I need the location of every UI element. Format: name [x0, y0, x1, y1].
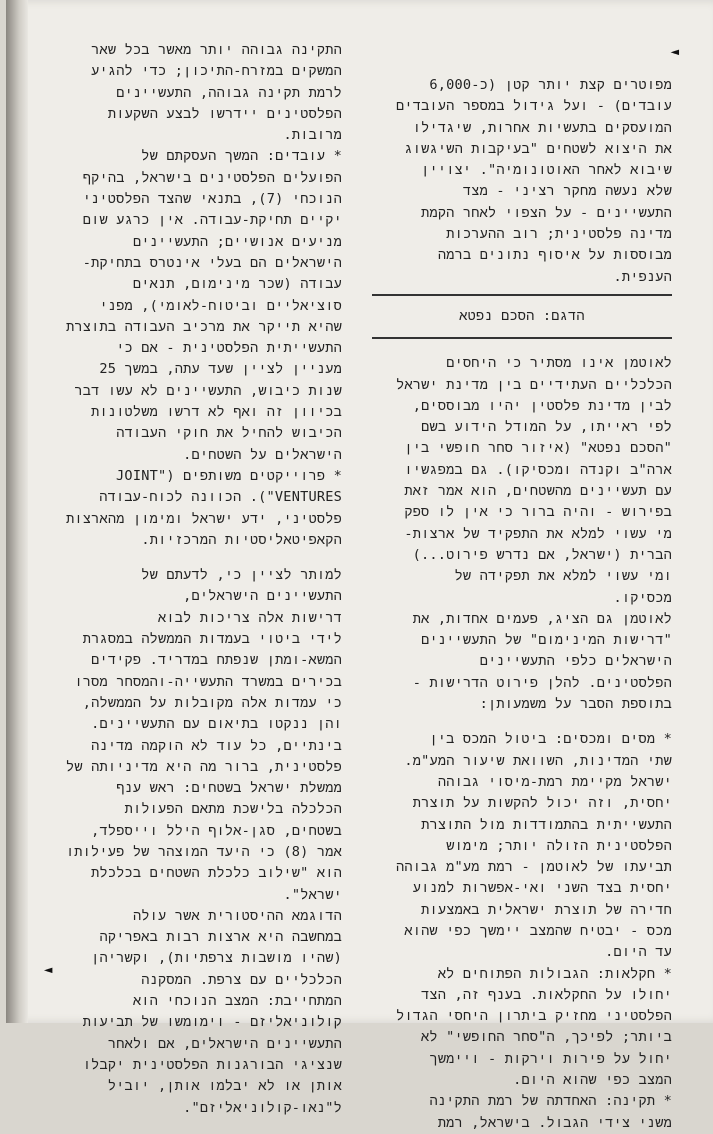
text-line: המשא-ומתן שנפתח במדריד. פקידים	[91, 652, 342, 669]
text-line: עבודה (שכר מינימום, תנאים	[132, 276, 342, 293]
text-line: הפלסטינים. להלן פירוט הדרישות -	[412, 674, 672, 691]
text-line: אותן או לא יבלמו אותן, יוביל	[107, 1078, 342, 1095]
text-line: בתוספת הסבר על משמעותן:	[479, 696, 672, 713]
text-line: ומי עשוי למלא את תפקידה של	[454, 568, 672, 585]
text-line: דרישות אלה צריכות לבוא	[158, 609, 342, 626]
paragraph-gap	[42, 551, 342, 565]
text-line: הדוגמא ההיסטורית אשר עולה	[132, 907, 342, 924]
text-line: בשטחים, סגן-אלוף הילל וייספלד,	[91, 822, 342, 839]
text-line: למותר לציין כי, לדעתם של	[141, 567, 342, 584]
text-line: "דרישות המינימום" של התעשיינים	[421, 632, 672, 649]
text-line: הישראלים הם בעלי אינטרס בתחיקת-	[82, 254, 342, 271]
text-line: הפועלים הפלסטינים בישראל, בהיקף	[82, 169, 342, 186]
arrow-left-icon: ◄	[670, 44, 679, 60]
text-line: הכיבוש להחיל את חוקי העבודה	[116, 425, 342, 442]
text-line: קולוניאליזם - וימומשו של תביעות	[82, 1014, 342, 1031]
text-line: * מסים ומכסים: ביטול המכס בין	[429, 731, 672, 748]
text-line: הפלסטינים יידרשו לבצע השקעות	[107, 105, 342, 122]
text-line: ממשלת ישראל בשטחים: ראש ענף	[116, 780, 342, 797]
text-line: עם תעשיינים מהשטחים, הוא אמר זאת	[404, 483, 672, 500]
text-line: חדירה של תוצרת ישראלית באמצעות	[421, 901, 672, 918]
text-line: ישראל מקיימת רמת-מיסוי גבוהה	[437, 773, 672, 790]
text-line: מבוססות על איסוף נתונים ברמה	[437, 247, 672, 264]
text-line: שלא נעשה מחקר רציני - מצד	[462, 183, 672, 200]
text-line: והן ננקטו בתיאום עם התעשיינים.	[91, 716, 342, 733]
section-rule-top	[372, 294, 672, 296]
text-line: לרמת תקינה גבוהה, התעשיינים	[116, 84, 342, 101]
text-line: עד היום.	[605, 944, 672, 961]
right-column-top-text	[372, 75, 672, 288]
text-line: התעשייתית בהתמודדות מול התוצרת	[421, 816, 672, 833]
text-line: הכלכלה בלישכת מתאם הפעולות	[124, 801, 342, 818]
text-line: הקאפיטאליסטיות המרכזיות.	[141, 531, 342, 548]
text-line: ארה"ב וקנדה ומכסיקו). גם במפגשיו	[404, 461, 672, 478]
text-line: במחשבה היא ארצות רבות באפריקה	[99, 929, 342, 946]
text-line: אמר (8) כי היעד המוצהר של פעילותו	[65, 843, 342, 860]
left-text-column	[42, 40, 342, 1119]
text-line: יחסית בצד השני ואי-אפשרות למנוע	[412, 880, 672, 897]
text-line: עובדים) - ועל גידול במספר העובדים	[396, 98, 672, 115]
text-line: התעשייתית הפלסטינית - אם כי	[116, 340, 342, 357]
text-line: לאוטמן אינו מסתיר כי היחסים	[446, 355, 672, 372]
text-line: הישראלים על השטחים.	[183, 446, 342, 463]
text-line: שתי המדינות, השוואת שיעור המע"מ.	[404, 752, 672, 769]
text-line: הישראלים כלפי התעשיינים	[479, 653, 672, 670]
text-line: הפלסטינית הזולה יותר; מימוש	[446, 837, 672, 854]
text-line: התעשיינים - על הצפוי לאחר הקמת	[421, 204, 672, 221]
text-line: התעשיינים הישראלים, אם ולאחר	[107, 1035, 342, 1052]
right-column-bottom-text	[372, 353, 672, 1134]
text-line: מעניין לציין שעד עתה, במשך 25	[99, 361, 342, 378]
text-line: שיבוא לאחר האוטונומיה". יצויין	[421, 162, 672, 179]
document-page	[6, 0, 713, 1131]
text-line: משני צידי הגבול. בישראל, רמת	[437, 1114, 672, 1131]
text-line: פלסטיני, ידע ישראל ומימון מהארצות	[66, 510, 342, 527]
text-line: * חקלאות: הגבולות הפתוחים לא	[437, 965, 672, 982]
book-spine	[6, 0, 28, 1023]
text-line: ל"נאו-קולוניאליזם".	[183, 1099, 342, 1116]
text-line: כי עמדות אלה מקובלות על הממשלה,	[82, 694, 342, 711]
text-line: ביותר; לפיכך, ה"סחר החופשי" לא	[421, 1029, 672, 1046]
text-line: הברית (ישראל, אם נדרש פירוט...)	[412, 546, 672, 563]
text-line: הנוכחי (7), בתנאי שהצד הפלסטיני	[82, 191, 342, 208]
text-line: יחולו על החקלאות. בענף זה, הצד	[421, 986, 672, 1003]
text-line: שנציגי הבורגנות הפלסטינית יקבלו	[82, 1056, 342, 1073]
text-line: המתחייבת: המצב הנוכחי הוא	[132, 993, 342, 1010]
text-line: המועסקים בתעשיות אחרות, שיגדילו	[412, 119, 672, 136]
text-line: בפירוש - והיה ברור כי אין לו ספק	[404, 504, 672, 521]
text-line: שנות כיבוש, התעשיינים לא עשו דבר	[74, 382, 342, 399]
text-line: הכלכליים העתידיים בין מדינת ישראל	[396, 376, 672, 393]
text-line: מי עשוי למלא את התפקיד של ארצות-	[404, 525, 672, 542]
text-line: מדינה פלסטינית; רוב ההערכות	[446, 226, 672, 243]
text-line: תביעתו של לאוטמן - רמת מע"מ גבוהה	[395, 859, 672, 876]
text-line: * עובדים: המשך העסקתם של	[141, 148, 342, 165]
text-line: מכסיקו.	[613, 589, 672, 606]
right-text-column	[372, 75, 672, 1134]
text-line: לבין מדינת פלסטין יהיו מבוססים,	[412, 397, 672, 414]
text-line: שהיא תייקר את מרכיב העבודה בתוצרת	[66, 318, 342, 335]
text-line: (שהיו מושבות צרפתיות), וקשריהן	[91, 950, 342, 967]
text-line: הענפית.	[613, 268, 672, 285]
text-line: מפוטרים קצת יותר קטן (כ-6,000	[429, 77, 672, 93]
text-line: בכירים במשרד התעשייה-והמסחר מסרו	[74, 673, 342, 690]
text-line: סוציאליים וביטוח-לאומי), מפני	[99, 297, 342, 314]
section-heading: הדגם: הסכם נפטא	[459, 307, 585, 324]
text-line: מניעים אנושיים; התעשיינים	[132, 233, 342, 250]
text-line: לידי ביטוי בעמדות הממשלה במסגרת	[82, 631, 342, 648]
text-line: מכס - יבטיח שהמצב יימשך כפי שהוא	[404, 922, 672, 939]
text-line: הכלכליים עם צרפת. המסקנה	[141, 971, 342, 988]
text-line: יחסית, וזה יכול להקשות על תוצרת	[412, 795, 672, 812]
text-line: * תקינה: האחדתה של רמת התקינה	[429, 1093, 672, 1110]
text-line: המצב כפי שהוא היום.	[513, 1072, 672, 1089]
text-line: * פרוייקטים משותפים ("JOINT	[116, 467, 342, 484]
text-line: המשקים במזרח-התיכון; כדי להגיע	[91, 63, 342, 80]
text-line: "הסכם נפטא" (איזור סחר חופשי בין	[404, 440, 672, 457]
text-line: הוא "שילוב כלכלת השטחים בכלכלת	[91, 865, 342, 882]
text-line: התעשיינים הישראלים,	[183, 588, 342, 605]
text-line: בכיוון זה ואף לא דרשו משלטונות	[91, 404, 342, 421]
text-line: את היצוא לשטחים "בעיקבות השיגשוג	[404, 140, 672, 157]
text-line: ישראל".	[283, 886, 342, 903]
text-line: VENTURES"). הכוונה לכוח-עבודה	[99, 489, 342, 506]
section-rule-bottom	[372, 337, 672, 339]
text-line: יחול על פירות וירקות - ויימשך	[429, 1050, 672, 1067]
text-line: לפי ראייתו, על המודל הידוע בשם	[421, 419, 672, 436]
arrow-left-icon: ◄	[44, 962, 53, 978]
text-line: בינתיים, כל עוד לא הוקמה מדינה	[91, 737, 342, 754]
text-line: לאוטמן גם הציג, פעמים אחדות, את	[412, 610, 672, 627]
text-line: התקינה גבוהה יותר מאשר בכל שאר	[91, 42, 342, 58]
text-line: הפלסטיני מחזיק ביתרון היחסי הגדול	[396, 1008, 672, 1025]
text-line: פלסטינית, ברור מה היא מדיניותה של	[66, 758, 342, 775]
text-line: יקיים תחיקת-עבודה. אין כרגע שום	[82, 212, 342, 229]
text-line: מרובות.	[283, 127, 342, 144]
paragraph-gap	[372, 715, 672, 729]
